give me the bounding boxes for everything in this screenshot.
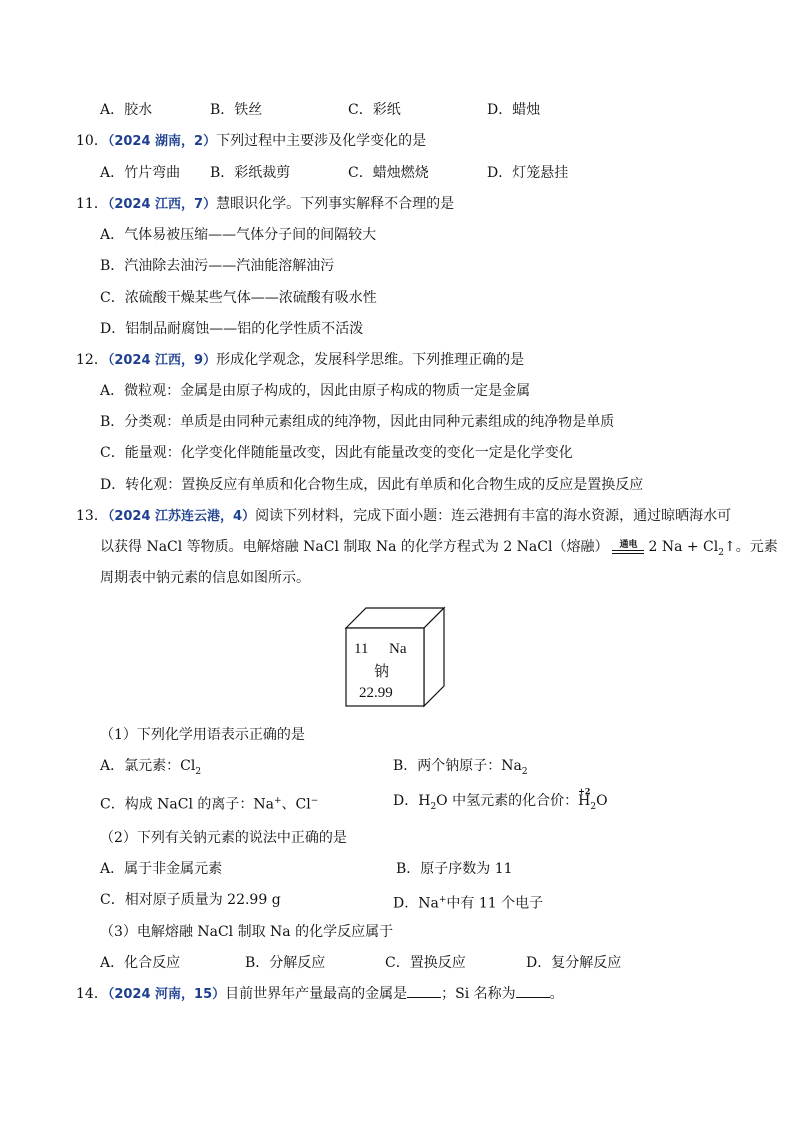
question-stem-end: 。 bbox=[549, 986, 564, 1002]
q12-option-d: D．转化观：置换反应有单质和化合物生成，因此有单质和化合物生成的反应是置换反应 bbox=[100, 477, 644, 493]
q12-option-a: A．微粒观：金属是由原子构成的，因此由原子构成的物质一定是金属 bbox=[100, 383, 531, 399]
question-number: 10． bbox=[76, 133, 108, 149]
question-13 bbox=[76, 507, 731, 526]
question-stem: 形成化学观念，发展科学思维。下列推理正确的是 bbox=[216, 352, 525, 368]
atomic-number: 11 bbox=[354, 641, 369, 657]
element-name: 钠 bbox=[374, 662, 390, 680]
question-source: （2024 湖南，2） bbox=[107, 134, 217, 149]
sub-question-1-title: （1）下列化学用语表示正确的是 bbox=[100, 727, 305, 743]
valence-notation: +2 $H_2O$ bbox=[578, 786, 608, 812]
question-source: （2024 江苏连云港，4） bbox=[107, 509, 256, 524]
equation-tail: ↑。元素 bbox=[723, 539, 778, 555]
question-13-line-2 bbox=[100, 538, 778, 562]
question-source: （2024 江西，9） bbox=[107, 353, 217, 368]
question-source: （2024 河南，15） bbox=[107, 987, 226, 1002]
question-stem: 下列过程中主要涉及化学变化的是 bbox=[216, 133, 427, 149]
q11-option-b: B．汽油除去油污——汽油能溶解油污 bbox=[100, 258, 335, 274]
equation-condition bbox=[612, 538, 644, 556]
sub3-option-d: D．复分解反应 bbox=[526, 955, 622, 971]
element-symbol: Na bbox=[389, 641, 407, 657]
q9-option-b: B．铁丝 bbox=[210, 102, 263, 118]
question-number: 12． bbox=[76, 352, 108, 368]
q10-option-d: D．灯笼悬挂 bbox=[487, 165, 569, 181]
sub3-option-b: B．分解反应 bbox=[245, 955, 326, 971]
answer-blank-1[interactable] bbox=[407, 985, 441, 998]
sub2-option-d: D．Na+中有 11 个电子 bbox=[393, 895, 544, 912]
answer-blank-2[interactable] bbox=[516, 985, 550, 998]
sub3-option-a: A．化合反应 bbox=[100, 955, 181, 971]
sub1-option-a: A．氯元素：$Cl_2$ bbox=[100, 758, 202, 777]
question-12 bbox=[76, 351, 524, 370]
sub2-option-c: C．相对原子质量为 22.99 g bbox=[100, 892, 281, 908]
sub1-option-d: D．$H_2O$ 中氢元素的化合价： +2 $H_2O$ bbox=[393, 792, 608, 816]
equation-products: 2 Na + Cl bbox=[648, 539, 719, 555]
sub3-option-c: C．置换反应 bbox=[385, 955, 466, 971]
atomic-mass: 22.99 bbox=[359, 685, 393, 701]
q9-option-c: C．彩纸 bbox=[348, 102, 401, 118]
equation-text: 以获得 NaCl 等物质。电解熔融 NaCl 制取 Na 的化学方程式为 2 NaCl（熔融） bbox=[100, 539, 609, 555]
question-stem-2: ；Si 名称为 bbox=[441, 986, 516, 1002]
sub2-option-a: A．属于非金属元素 bbox=[100, 861, 223, 877]
q9-option-a: A．胶水 bbox=[100, 102, 153, 118]
question-number: 14． bbox=[76, 986, 108, 1002]
subscript: 2 bbox=[718, 547, 724, 558]
q11-option-a: A．气体易被压缩——气体分子间的间隔较大 bbox=[100, 227, 377, 243]
q9-option-d: D．蜡烛 bbox=[487, 102, 541, 118]
question-stem: 目前世界年产量最高的金属是 bbox=[225, 986, 408, 1002]
question-number: 11． bbox=[76, 196, 108, 212]
question-stem: 慧眼识化学。下列事实解释不合理的是 bbox=[216, 196, 455, 212]
question-number: 13． bbox=[76, 508, 108, 524]
sub-question-3-title: （3）电解熔融 NaCl 制取 Na 的化学反应属于 bbox=[100, 924, 394, 940]
sub-question-2-title: （2）下列有关钠元素的说法中正确的是 bbox=[100, 830, 347, 846]
question-11 bbox=[76, 195, 454, 214]
sub2-option-b: B．原子序数为 11 bbox=[396, 861, 513, 877]
q10-option-a: A．竹片弯曲 bbox=[100, 165, 181, 181]
question-source: （2024 江西，7） bbox=[107, 197, 217, 212]
question-14 bbox=[76, 985, 564, 1004]
question-stem: 阅读下列材料，完成下面小题：连云港拥有丰富的海水资源，通过晾晒海水可 bbox=[255, 508, 732, 524]
q12-option-b: B．分类观：单质是由同种元素组成的纯净物，因此由同种元素组成的纯净物是单质 bbox=[100, 414, 615, 430]
condition-label: 通电 bbox=[619, 540, 638, 550]
q10-option-c: C．蜡烛燃烧 bbox=[348, 165, 429, 181]
q11-option-d: D．铝制品耐腐蚀——铝的化学性质不活泼 bbox=[100, 321, 364, 337]
question-13-line-3: 周期表中钠元素的信息如图所示。 bbox=[100, 570, 310, 586]
q12-option-c: C．能量观：化学变化伴随能量改变，因此有能量改变的变化一定是化学变化 bbox=[100, 445, 573, 461]
q10-option-b: B．彩纸裁剪 bbox=[210, 165, 291, 181]
question-10 bbox=[76, 132, 426, 151]
sub1-option-c: C．构成 NaCl 的离子：Na+、Cl− bbox=[100, 796, 319, 813]
sub1-option-b: B．两个钠原子：$Na_2$ bbox=[393, 758, 528, 777]
q11-option-c: C．浓硫酸干燥某些气体——浓硫酸有吸水性 bbox=[100, 290, 377, 306]
